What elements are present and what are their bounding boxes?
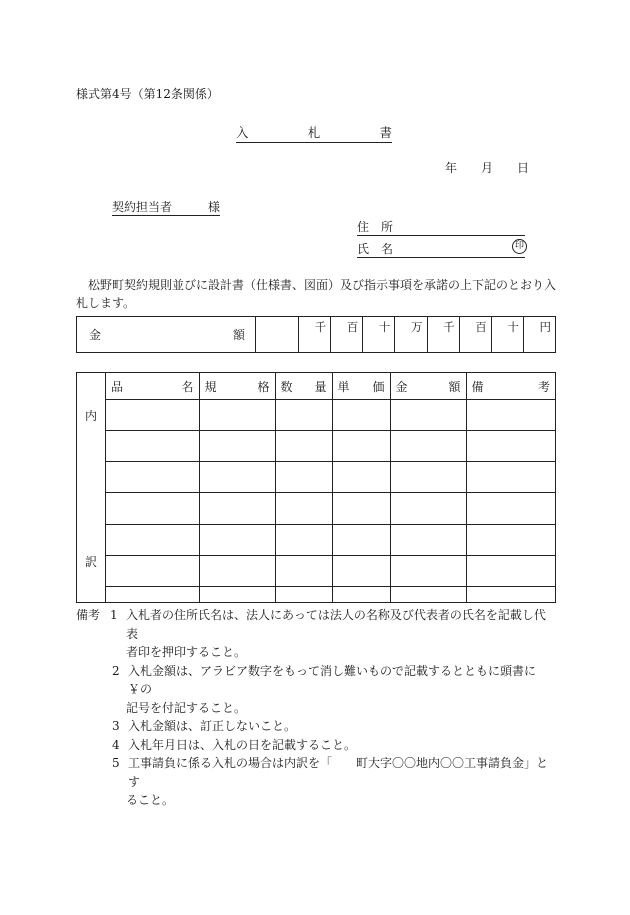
table-cell[interactable]	[199, 462, 275, 493]
note-text: 入札年月日は、入札の日を記載すること。	[128, 737, 357, 752]
table-cell[interactable]	[199, 431, 275, 462]
notes-section	[76, 606, 556, 810]
addressee-name: 契約担当者	[112, 200, 173, 214]
table-cell[interactable]	[332, 524, 390, 555]
digit-cell[interactable]: 百	[460, 317, 492, 352]
digit-cell[interactable]: 十	[492, 317, 524, 352]
amount-label-right: 額	[232, 328, 245, 342]
table-row	[106, 462, 555, 493]
table-row	[106, 431, 555, 462]
table-cell[interactable]	[390, 431, 466, 462]
header-quantity: 数 量	[275, 373, 332, 400]
date-month-label: 月	[481, 161, 494, 175]
header-remarks: 備 考	[466, 373, 555, 400]
address-label: 住 所	[357, 220, 394, 234]
table-row	[106, 493, 555, 524]
table-cell[interactable]	[466, 586, 555, 602]
note-number: 5	[112, 756, 120, 770]
table-cell[interactable]	[275, 462, 332, 493]
table-cell[interactable]	[106, 400, 199, 431]
table-cell[interactable]	[275, 400, 332, 431]
side-label-top: 内	[85, 409, 98, 423]
table-cell[interactable]	[106, 524, 199, 555]
table-cell[interactable]	[466, 524, 555, 555]
addressee-honorific: 様	[208, 200, 221, 214]
note-number: 1	[110, 608, 118, 622]
digit-cell[interactable]: 円	[539, 320, 551, 334]
table-cell[interactable]	[332, 462, 390, 493]
breakdown-grid	[106, 373, 555, 602]
side-label-bottom: 訳	[85, 555, 98, 569]
table-cell[interactable]	[332, 555, 390, 586]
notes-tag: 備考	[76, 608, 101, 622]
table-cell[interactable]	[199, 400, 275, 431]
table-cell[interactable]	[106, 555, 199, 586]
date-year-label: 年	[445, 161, 458, 175]
body-text: 松野町契約規則並びに設計書（仕様書、図面）及び指示事項を承諾の上下記のとおり入札します。	[76, 278, 557, 310]
date-line	[445, 159, 529, 176]
note-text: 入札金額は、アラビア数字をもって消し難いもので記載するとともに頭書に￥の	[128, 663, 537, 696]
digit-cell[interactable]: 千	[299, 317, 331, 352]
date-day-label: 日	[517, 161, 530, 175]
table-cell[interactable]	[106, 586, 199, 602]
form-number: 様式第4号（第12条関係）	[76, 87, 219, 101]
table-row	[106, 586, 555, 602]
amount-blank-cell[interactable]	[256, 317, 299, 352]
table-cell[interactable]	[275, 431, 332, 462]
digit-cell[interactable]: 万	[395, 317, 427, 352]
name-field[interactable]	[357, 240, 525, 258]
table-cell[interactable]	[199, 524, 275, 555]
table-cell[interactable]	[275, 555, 332, 586]
title-char: 札	[307, 125, 321, 140]
table-row	[106, 524, 555, 555]
digit-cell[interactable]: 千	[428, 317, 460, 352]
table-cell[interactable]	[199, 586, 275, 602]
table-cell[interactable]	[106, 431, 199, 462]
title-char: 書	[379, 125, 392, 140]
note-text: 工事請負に係る入札の場合は内訳を「 町大字〇〇地内〇〇工事請負金」とす	[128, 756, 549, 789]
header-amount: 金 額	[390, 373, 466, 400]
seal-mark: 印	[512, 239, 527, 254]
table-row	[106, 555, 555, 586]
breakdown-table	[76, 372, 556, 603]
address-field[interactable]	[357, 218, 525, 236]
name-label: 氏 名	[357, 242, 394, 256]
amount-label	[77, 317, 256, 352]
note-text: 記号を付記すること。	[126, 700, 247, 715]
table-cell[interactable]	[466, 493, 555, 524]
header-unit-price: 単 価	[332, 373, 390, 400]
table-cell[interactable]	[332, 431, 390, 462]
document-title	[236, 123, 392, 143]
note-number: 4	[112, 737, 120, 752]
amount-table	[76, 316, 556, 353]
table-cell[interactable]	[390, 555, 466, 586]
table-cell[interactable]	[390, 462, 466, 493]
note-text: ること。	[126, 793, 175, 807]
amount-label-left: 金	[89, 328, 102, 342]
table-cell[interactable]	[390, 400, 466, 431]
table-cell[interactable]	[466, 462, 555, 493]
table-cell[interactable]	[106, 462, 199, 493]
note-text: 入札金額は、訂正しないこと。	[128, 719, 297, 733]
table-cell[interactable]	[275, 493, 332, 524]
table-cell[interactable]	[390, 524, 466, 555]
note-number: 2	[112, 663, 120, 678]
note-number: 3	[112, 719, 120, 733]
addressee	[112, 198, 220, 216]
table-cell[interactable]	[332, 493, 390, 524]
table-cell[interactable]	[466, 400, 555, 431]
digit-cell[interactable]: 百	[331, 317, 363, 352]
breakdown-side-label	[77, 373, 106, 602]
table-cell[interactable]	[275, 586, 332, 602]
table-row	[106, 400, 555, 431]
table-cell[interactable]	[275, 524, 332, 555]
table-cell[interactable]	[466, 555, 555, 586]
table-cell[interactable]	[332, 400, 390, 431]
digit-cell[interactable]: 十	[363, 317, 395, 352]
table-cell[interactable]	[332, 586, 390, 602]
table-header-row	[106, 373, 555, 400]
note-text: 入札者の住所氏名は、法人にあっては法人の名称及び代表者の氏名を記載し代表	[126, 608, 546, 641]
table-cell[interactable]	[466, 431, 555, 462]
table-cell[interactable]	[390, 586, 466, 602]
table-cell[interactable]	[390, 493, 466, 524]
note-text: 者印を押印すること。	[126, 645, 247, 659]
table-cell[interactable]	[199, 555, 275, 586]
header-item-name: 品 名	[106, 373, 199, 400]
title-char: 入	[236, 125, 249, 140]
table-cell[interactable]	[106, 493, 199, 524]
table-cell[interactable]	[199, 493, 275, 524]
header-spec: 規 格	[199, 373, 275, 400]
